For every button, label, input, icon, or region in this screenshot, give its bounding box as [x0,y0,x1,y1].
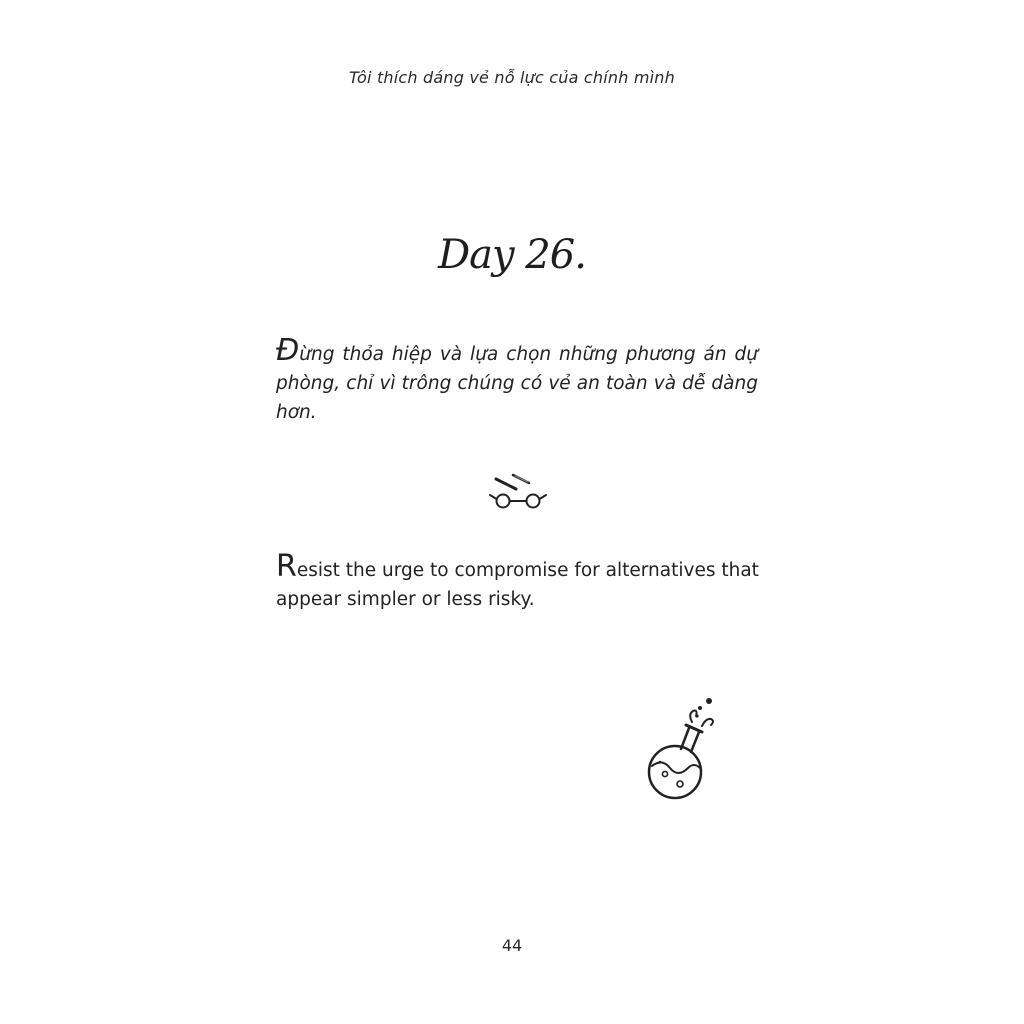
flask-icon [640,694,720,802]
page-number: 44 [501,936,523,955]
running-header: Tôi thích dáng vẻ nỗ lực của chính mình [349,68,675,87]
vietnamese-drop-cap: Đ [276,333,300,368]
vietnamese-quote-text: ừng thỏa hiệp và lựa chọn những phương án dự phòng, chỉ vì trông chúng có vẻ an toàn và dễ dàng hơn. [276,344,758,423]
english-quote [276,549,762,614]
english-drop-cap: R [276,549,297,584]
day-title: Day 26. [438,232,586,278]
vietnamese-quote [276,333,758,427]
glasses-icon [486,470,548,514]
english-quote-text: esist the urge to compromise for alternatives that appear simpler or less risky. [276,560,759,610]
